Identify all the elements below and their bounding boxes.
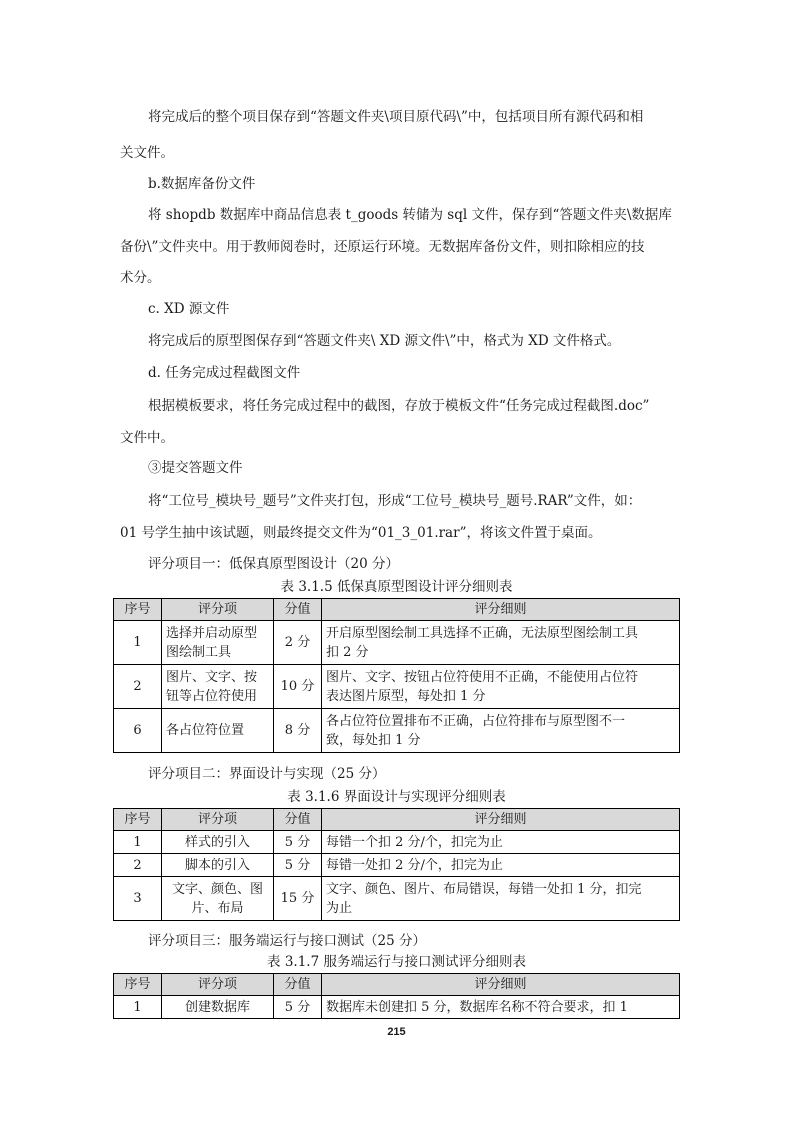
scoring-table-1 — [113, 598, 680, 753]
table-header-row — [114, 599, 680, 621]
header-cell: 评分细则 — [322, 974, 680, 996]
cell-no: 6 — [114, 709, 162, 753]
table-row — [114, 877, 680, 921]
cell-score: 8 分 — [274, 709, 322, 753]
step-heading: ③提交答题文件 — [148, 460, 243, 476]
paragraph-line: 关文件。 — [120, 145, 174, 161]
cell-score: 15 分 — [274, 877, 322, 921]
cell-no: 3 — [114, 877, 162, 921]
cell-no: 1 — [114, 996, 162, 1019]
cell-score: 5 分 — [274, 854, 322, 877]
section-title: 评分项目二：界面设计与实现（25 分） — [148, 766, 386, 782]
header-cell: 评分项 — [162, 809, 274, 831]
cell-item: 文字、颜色、图 片、布局 — [162, 877, 274, 921]
cell-item: 各占位符位置 — [162, 709, 274, 753]
cell-no: 2 — [114, 665, 162, 709]
table-row — [114, 831, 680, 854]
section-title: 评分项目一：低保真原型图设计（20 分） — [148, 556, 399, 572]
table-caption: 表 3.1.7 服务端运行与接口测试评分细则表 — [267, 954, 526, 970]
paragraph-line: 将完成后的整个项目保存到“答题文件夹\项目原代码\”中，包括项目所有源代码和相 — [148, 109, 644, 125]
paragraph-line: 将“工位号_模块号_题号”文件夹打包，形成“工位号_模块号_题号.RAR”文件，如： — [148, 493, 642, 509]
page-number: 215 — [387, 1026, 406, 1038]
cell-rule: 文字、颜色、图片、布局错误，每错一处扣 1 分，扣完 为止 — [322, 877, 680, 921]
cell-rule: 图片、文字、按钮占位符使用不正确，不能使用占位符 表达图片原型，每处扣 1 分 — [322, 665, 680, 709]
header-cell: 序号 — [114, 974, 162, 996]
subheading-c: c. XD 源文件 — [148, 301, 230, 317]
cell-no: 1 — [114, 621, 162, 665]
header-cell: 分值 — [274, 974, 322, 996]
cell-item: 创建数据库 — [162, 996, 274, 1019]
cell-score: 5 分 — [274, 831, 322, 854]
header-cell: 分值 — [274, 809, 322, 831]
paragraph-line: 术分。 — [120, 270, 161, 286]
header-cell: 评分细则 — [322, 809, 680, 831]
table-row — [114, 854, 680, 877]
header-cell: 序号 — [114, 599, 162, 621]
cell-score: 2 分 — [274, 621, 322, 665]
table-row — [114, 709, 680, 753]
header-cell: 评分细则 — [322, 599, 680, 621]
cell-rule: 每错一个扣 2 分/个，扣完为止 — [322, 831, 680, 854]
header-cell: 分值 — [274, 599, 322, 621]
cell-rule: 开启原型图绘制工具选择不正确，无法原型图绘制工具 扣 2 分 — [322, 621, 680, 665]
paragraph-line: 将完成后的原型图保存到“答题文件夹\ XD 源文件\”中，格式为 XD 文件格式。 — [148, 333, 621, 349]
table-caption: 表 3.1.5 低保真原型图设计评分细则表 — [280, 579, 513, 595]
cell-item: 选择并启动原型 图绘制工具 — [162, 621, 274, 665]
table-row — [114, 996, 680, 1019]
cell-score: 5 分 — [274, 996, 322, 1019]
paragraph-line: 将 shopdb 数据库中商品信息表 t_goods 转储为 sql 文件，保存到“答题文件夹\数据库 — [148, 207, 672, 223]
scoring-table-3 — [113, 973, 680, 1019]
subheading-d: d. 任务完成过程截图文件 — [148, 365, 301, 381]
table-header-row — [114, 809, 680, 831]
paragraph-line: 文件中。 — [120, 430, 174, 446]
table-header-row — [114, 974, 680, 996]
header-cell: 评分项 — [162, 974, 274, 996]
header-cell: 评分项 — [162, 599, 274, 621]
paragraph-line: 根据模板要求，将任务完成过程中的截图，存放于模板文件“任务完成过程截图.doc” — [148, 398, 650, 414]
cell-rule: 各占位符位置排布不正确，占位符排布与原型图不一 致，每处扣 1 分 — [322, 709, 680, 753]
subheading-b: b.数据库备份文件 — [148, 176, 256, 192]
cell-rule: 每错一处扣 2 分/个，扣完为止 — [322, 854, 680, 877]
cell-no: 1 — [114, 831, 162, 854]
table-row — [114, 621, 680, 665]
cell-no: 2 — [114, 854, 162, 877]
header-cell: 序号 — [114, 809, 162, 831]
cell-item: 图片、文字、按 钮等占位符使用 — [162, 665, 274, 709]
cell-score: 10 分 — [274, 665, 322, 709]
paragraph-line: 01 号学生抽中该试题，则最终提交文件为“01_3_01.rar”，将该文件置于桌面。 — [120, 525, 602, 541]
scoring-table-2 — [113, 808, 680, 921]
cell-item: 脚本的引入 — [162, 854, 274, 877]
table-caption: 表 3.1.6 界面设计与实现评分细则表 — [287, 789, 506, 805]
paragraph-line: 备份\”文件夹中。用于教师阅卷时，还原运行环境。无数据库备份文件，则扣除相应的技 — [120, 239, 645, 255]
cell-item: 样式的引入 — [162, 831, 274, 854]
table-row — [114, 665, 680, 709]
section-title: 评分项目三：服务端运行与接口测试（25 分） — [148, 933, 426, 949]
cell-rule: 数据库未创建扣 5 分，数据库名称不符合要求，扣 1 — [322, 996, 680, 1019]
